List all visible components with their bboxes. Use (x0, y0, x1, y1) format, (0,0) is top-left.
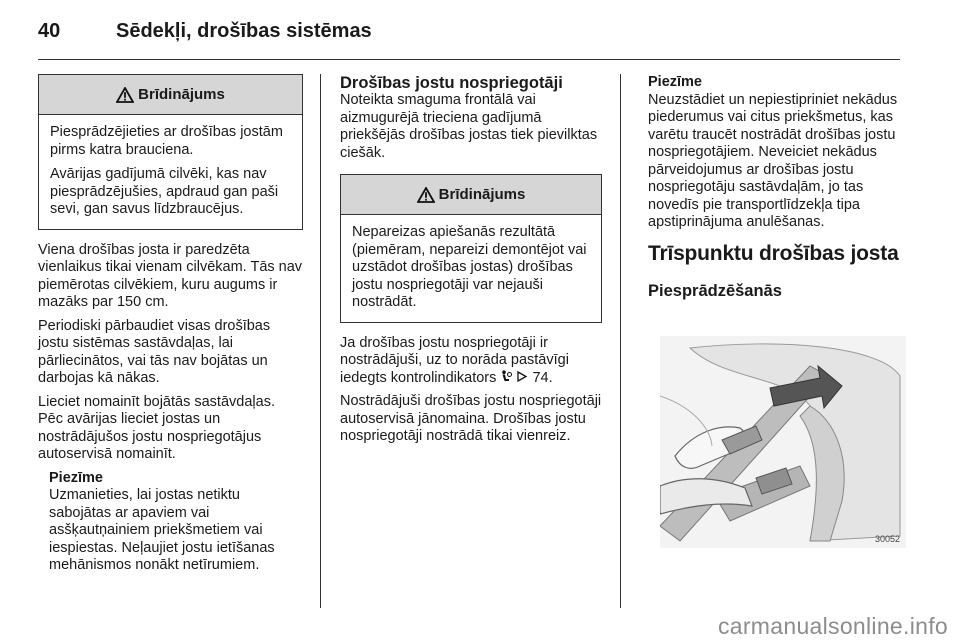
body-paragraph: Lieciet nomainīt bojātās sastāvdaļas. Pēc avārijas lieciet jostas un nostrādājušos jostu nospriegotājus autoservisā nomainīt. (38, 393, 275, 462)
column-2 (340, 74, 602, 452)
column-1 (38, 74, 303, 575)
warning-header (39, 75, 302, 115)
note-title: Piezīme (648, 74, 702, 90)
body-paragraph: Viena drošības josta ir paredzēta vienlaikus tikai vienam cilvēkam. Tās nav piemērotas cilvēkiem, kuru augums ir mazāks par 150 cm. (38, 241, 303, 310)
warning-paragraph: Avārijas gadījumā cilvēki, kas nav piesprādzējušies, apdraud gan paši sevi, gan savus līdzbraucējus. (50, 166, 279, 217)
watermark: carmanualsonline.info (717, 613, 948, 639)
header-divider (38, 59, 900, 60)
body-paragraph: Noteikta smaguma frontālā vai aizmugurējā trieciena gadījumā priekšējās drošības jostas tiek pievilktas ciešāk. (340, 92, 598, 161)
subsection-title-buckling: Piesprādzēšanās (648, 281, 782, 300)
body-paragraph: Periodiski pārbaudiet visas drošības jostu sistēmas sastāvdaļas, lai pārliecinātos, vai tās nav bojātas un darbojas kā nākas. (38, 317, 271, 386)
section-title-three-point-belt: Trīspunktu drošības josta (648, 241, 899, 265)
note-text: Uzmanieties, lai jostas netiktu sabojātas ar apaviem vai asšķautņainiem priekšmetiem vai iespiestas. Neļaujiet jostu ietīšanas mehānismos nonākt netīrumiem. (49, 487, 275, 573)
body-paragraph: Nostrādājuši drošības jostu nospriegotāji autoservisā jānomaina. Drošības jostu nospriegotāji nostrādā tikai vienreiz. (340, 393, 602, 444)
warning-box-seatbelts (38, 74, 303, 230)
warning-heading: Brīdinājums (138, 86, 225, 103)
warning-body (341, 215, 601, 322)
warning-body (39, 115, 302, 229)
warning-paragraph: Piesprādzējieties ar drošības jostām pirms katra brauciena. (50, 124, 283, 158)
warning-heading: Brīdinājums (438, 186, 526, 203)
airbag-indicator-icon (500, 370, 512, 383)
indicator-text: Ja drošības jostu nospriegotāji ir nostrādājuši, uz to norāda pastāvīgi iedegts kontrolindikators (340, 334, 569, 386)
section-title-pretensioners: Drošības jostu nospriegotāji (340, 74, 563, 92)
figure-number: 30052 (874, 534, 900, 544)
warning-triangle-icon (116, 87, 134, 103)
note-text: Neuzstādiet un nepiestipriniet nekādus piederumus vai citus priekšmetus, kas varētu traucēt nostrādāt drošības jostu nospriegotājiem. Neveiciet nekādus pārveidojumus ar drošības jostu nospriegotāju sastāvdaļām, jo tas novedīs pie transportlīdzekļa tipa apstiprinājuma anulēšanas. (648, 91, 898, 230)
column-divider (620, 74, 621, 608)
page-title: Sēdekļi, drošības sistēmas (116, 20, 372, 42)
column-divider (320, 74, 321, 608)
page-number: 40 (38, 20, 61, 42)
seatbelt-illustration (660, 336, 906, 548)
note-title: Piezīme (49, 469, 103, 486)
note-block (648, 74, 910, 232)
warning-triangle-icon (417, 187, 435, 203)
note-block (38, 470, 303, 575)
indicator-page-ref: 74. (532, 369, 553, 386)
warning-paragraph: Nepareizas apiešanās rezultātā (piemēram, nepareizi demontējot vai uzstādot drošības jostas) drošības jostu nospriegotāji var nejauši nostrādāt. (352, 224, 587, 310)
column-3 (648, 74, 910, 301)
body-paragraph-indicator (340, 335, 602, 388)
warning-header (341, 175, 601, 215)
page-header (38, 20, 918, 60)
seatbelt-drawing (660, 336, 906, 548)
page-reference-icon (516, 370, 528, 383)
warning-box-pretensioners (340, 174, 602, 323)
